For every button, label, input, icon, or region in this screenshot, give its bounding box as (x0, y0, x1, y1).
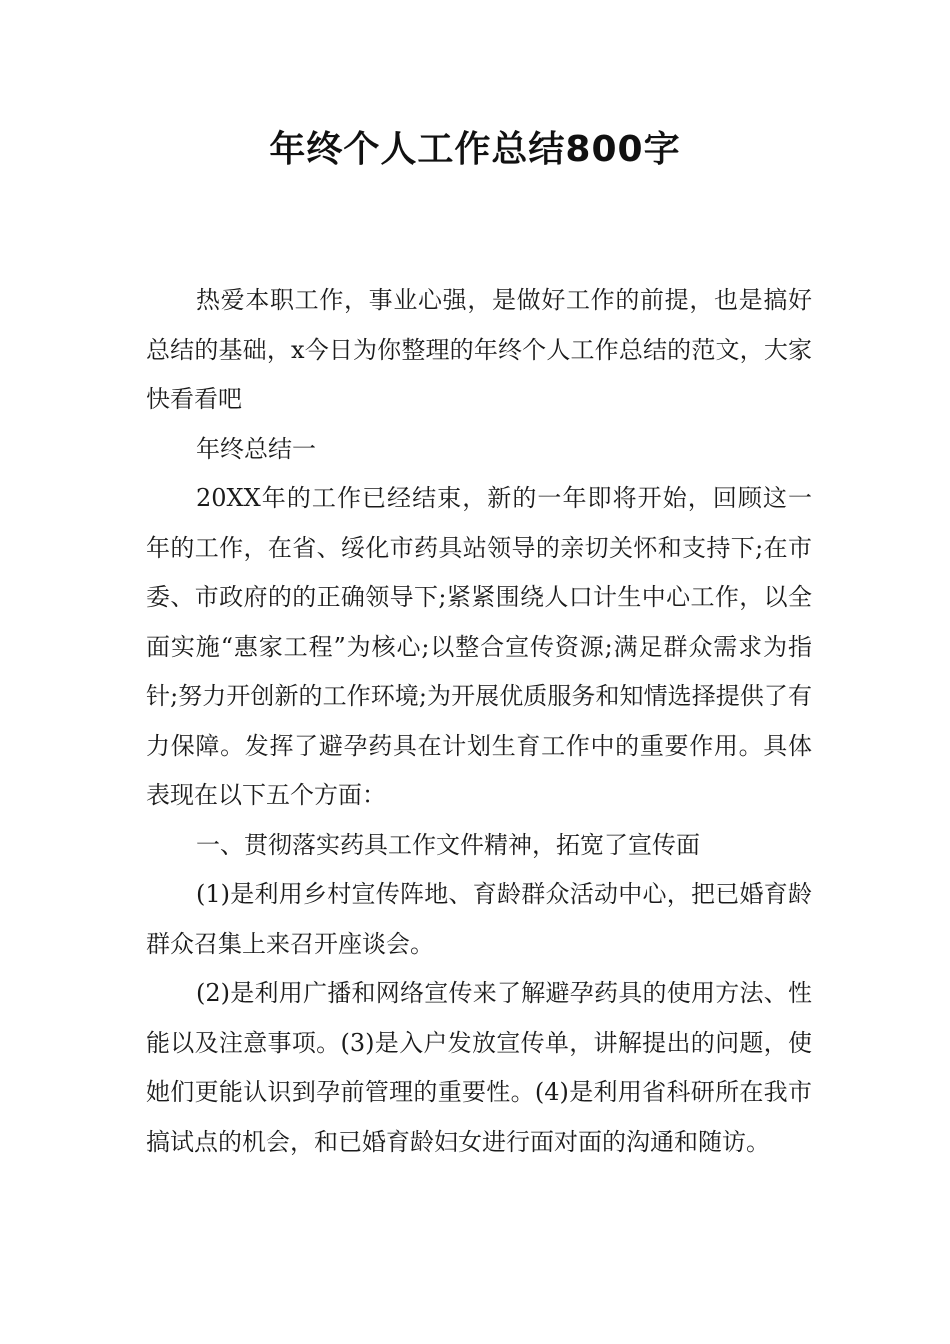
section-heading: 年终总结一 (196, 434, 316, 463)
body-paragraph: (2)是利用广播和网络宣传来了解避孕药具的使用方法、性能以及注意事项。(3)是入户发放宣传单，讲解提出的问题，使她们更能认识到孕前管理的重要性。(4)是利用省科研所在我市搞试点的机会，和已婚育龄妇女进行面对面的沟通和随访。 (146, 979, 812, 1156)
subsection-heading: 一、贯彻落实药具工作文件精神，拓宽了宣传面 (196, 830, 700, 859)
document-title: 年终个人工作总结800字 (269, 129, 681, 170)
document-body (146, 276, 812, 1167)
body-paragraph: 20XX年的工作已经结束，新的一年即将开始，回顾这一年的工作，在省、绥化市药具站领导的亲切关怀和支持下;在市委、市政府的的正确领导下;紧紧围绕人口计生中心工作，以全面实施“惠家工程”为核心;以整合宣传资源;满足群众需求为指针;努力开创新的工作环境;为开展优质服务和知情选择提供了有力保障。发挥了避孕药具在计划生育工作中的重要作用。具体表现在以下五个方面： (146, 484, 812, 809)
intro-paragraph: 热爱本职工作，事业心强，是做好工作的前提，也是搞好总结的基础，x今日为你整理的年终个人工作总结的范文，大家快看看吧 (146, 286, 812, 413)
body-paragraph: (1)是利用乡村宣传阵地、育龄群众活动中心，把已婚育龄群众召集上来召开座谈会。 (146, 880, 812, 958)
